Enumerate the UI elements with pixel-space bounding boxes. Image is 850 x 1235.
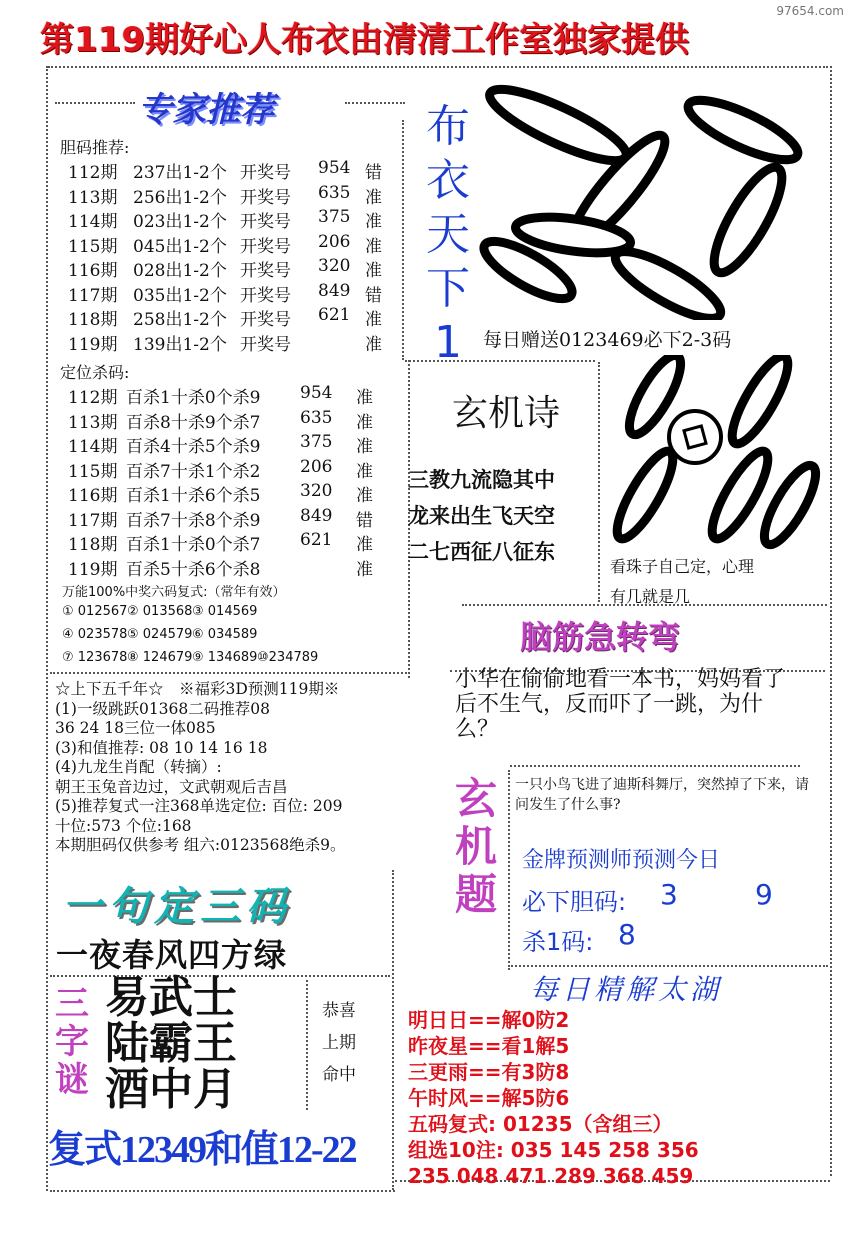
kill-verdict: 准 bbox=[356, 437, 373, 457]
kill-pick: 百杀1十杀0个杀7 bbox=[126, 535, 261, 555]
dan-pick: 256出1-2个 bbox=[133, 187, 227, 208]
kill-result: 849 bbox=[300, 505, 333, 526]
divider bbox=[392, 870, 394, 1190]
riddle-side-char: 题 bbox=[455, 870, 498, 919]
gold-predictor-title: 金牌预测师预测今日 bbox=[522, 848, 721, 873]
kill-period: 114期 bbox=[68, 437, 118, 457]
forecast-line: 36 24 18三位一体085 bbox=[55, 719, 216, 737]
divider bbox=[345, 102, 405, 104]
divider bbox=[508, 770, 510, 970]
divider bbox=[50, 1190, 395, 1192]
riddle-word: 易武士 bbox=[105, 972, 237, 1023]
must-dan-value-1: 3 bbox=[660, 878, 678, 911]
riddle-word: 陆霸王 bbox=[105, 1018, 237, 1069]
six-code-item: ④ 023578 bbox=[62, 627, 128, 642]
kill-pick: 百杀7十杀1个杀2 bbox=[126, 461, 261, 482]
six-code-item: ⑤ 024579 bbox=[127, 627, 193, 642]
dan-table bbox=[68, 158, 398, 358]
taihu-line: 235 048 471 289 368 459 bbox=[408, 1164, 694, 1188]
dan-period: 115期 bbox=[68, 236, 118, 257]
must-dan-label: 必下胆码: bbox=[522, 888, 627, 916]
dan-period: 114期 bbox=[68, 212, 118, 232]
dan-tag: 开奖号 bbox=[240, 261, 291, 281]
divider bbox=[46, 66, 48, 1191]
kill-verdict: 准 bbox=[356, 535, 373, 555]
kill-result: 621 bbox=[300, 530, 333, 550]
combo-sum-line: 复式12349和值12-22 bbox=[48, 1129, 356, 1171]
kill-one-label: 杀1码: bbox=[522, 928, 594, 956]
forecast-block bbox=[55, 680, 415, 856]
buyi-char: 布 bbox=[426, 101, 470, 152]
poem-note-line: 看珠子自己定，心理 bbox=[610, 557, 755, 576]
dan-period: 117期 bbox=[68, 285, 118, 306]
dan-result: 206 bbox=[318, 231, 351, 252]
brain-teaser-heading: 脑筋急转弯 bbox=[520, 618, 681, 656]
riddle-word: 酒中月 bbox=[105, 1064, 237, 1115]
kill-verdict: 准 bbox=[356, 412, 373, 433]
buyi-char: 下 bbox=[426, 263, 470, 314]
dan-verdict: 准 bbox=[365, 187, 382, 208]
six-code-item: ③ 014569 bbox=[192, 604, 258, 619]
taihu-line: 昨夜星==看1解5 bbox=[408, 1034, 570, 1058]
riddle-label-char: 三 bbox=[55, 984, 89, 1024]
congrats-line: 命中 bbox=[322, 1065, 356, 1085]
kill-verdict: 准 bbox=[356, 486, 373, 506]
site-watermark: 97654.com bbox=[776, 4, 844, 18]
dan-verdict: 准 bbox=[365, 261, 382, 281]
dan-result: 849 bbox=[318, 280, 351, 301]
buyi-vertical-title bbox=[418, 100, 478, 370]
divider bbox=[830, 66, 832, 1176]
kill-verdict: 准 bbox=[356, 388, 373, 408]
taihu-line: 午时风==解5防6 bbox=[408, 1086, 570, 1110]
dan-verdict: 准 bbox=[365, 212, 382, 232]
taihu-line: 三更雨==有3防8 bbox=[408, 1060, 570, 1084]
divider bbox=[55, 102, 135, 104]
dan-tag: 开奖号 bbox=[240, 212, 291, 232]
dan-tag: 开奖号 bbox=[240, 163, 291, 183]
buyi-char: 天 bbox=[426, 209, 470, 260]
three-code-phrase: 一夜春风四方绿 bbox=[56, 936, 288, 974]
dan-tag: 开奖号 bbox=[240, 187, 291, 208]
forecast-line: 本期胆码仅供参考 组六:0123568绝杀9。 bbox=[55, 836, 346, 854]
divider bbox=[402, 120, 404, 360]
taihu-line: 明日日==解0防2 bbox=[408, 1008, 570, 1032]
must-dan-value-2: 9 bbox=[755, 878, 773, 911]
kill-section-label: 定位杀码: bbox=[60, 363, 130, 382]
buyi-char: 衣 bbox=[426, 155, 470, 206]
dan-pick: 139出1-2个 bbox=[133, 334, 227, 355]
six-code-item: ⑩234789 bbox=[257, 650, 319, 665]
kill-result: 635 bbox=[300, 407, 333, 428]
riddle-side-char: 机 bbox=[455, 822, 498, 871]
kill-verdict: 准 bbox=[356, 559, 373, 580]
dan-pick: 258出1-2个 bbox=[133, 310, 227, 330]
forecast-line: (1)一级跳跃01368二码推荐08 bbox=[55, 699, 270, 718]
daily-gift-line: 每日赠送0123469必下2-3码 bbox=[483, 329, 732, 351]
dan-period: 116期 bbox=[68, 261, 118, 281]
kill-one-value: 8 bbox=[618, 918, 636, 951]
kill-table bbox=[68, 383, 398, 583]
kill-period: 116期 bbox=[68, 486, 118, 506]
dan-verdict: 准 bbox=[365, 310, 382, 330]
expert-heading: 专家推荐 bbox=[138, 90, 274, 130]
divider bbox=[510, 765, 800, 767]
congrats-note bbox=[322, 995, 356, 1091]
kill-verdict: 错 bbox=[356, 510, 373, 531]
dan-verdict: 错 bbox=[365, 285, 382, 306]
taihu-line: 组选10注: 035 145 258 356 bbox=[408, 1138, 699, 1162]
dan-section-label: 胆码推荐: bbox=[60, 138, 130, 157]
poem-title: 玄机诗 bbox=[452, 393, 561, 434]
dan-tag: 开奖号 bbox=[240, 310, 291, 330]
kill-result: 375 bbox=[300, 432, 333, 452]
dan-verdict: 准 bbox=[365, 334, 382, 355]
poem-line: 三教九流隐其中 bbox=[408, 468, 555, 492]
kill-pick: 百杀5十杀6个杀8 bbox=[126, 559, 261, 580]
three-char-riddle-label bbox=[55, 985, 95, 1099]
forecast-line: (5)推荐复式一注368单选定位: 百位: 209 bbox=[55, 797, 343, 815]
riddle-label-char: 谜 bbox=[55, 1060, 89, 1100]
dan-pick: 028出1-2个 bbox=[133, 261, 227, 281]
kill-period: 115期 bbox=[68, 461, 118, 482]
kill-result: 320 bbox=[300, 481, 333, 501]
kill-pick: 百杀4十杀5个杀9 bbox=[126, 437, 261, 457]
kill-result: 206 bbox=[300, 456, 333, 477]
kill-pick: 百杀1十杀6个杀5 bbox=[126, 486, 261, 506]
brain-teaser-question: 小华在偷偷地看一本书，妈妈看了后不生气，反而吓了一跳，为什么？ bbox=[455, 667, 786, 742]
page-title: 第119期好心人布衣由清清工作室独家提供 bbox=[40, 20, 689, 60]
three-code-heading: 一句定三码 bbox=[62, 884, 292, 930]
dan-tag: 开奖号 bbox=[240, 236, 291, 257]
congrats-line: 上期 bbox=[322, 1033, 356, 1053]
congrats-line: 恭喜 bbox=[322, 1001, 356, 1021]
dan-result: 621 bbox=[318, 305, 351, 325]
dan-pick: 237出1-2个 bbox=[133, 163, 227, 183]
six-code-label: 万能100%中奖六码复式:（常年有效） bbox=[62, 585, 286, 600]
kill-period: 119期 bbox=[68, 559, 118, 580]
taihu-lines bbox=[408, 1007, 699, 1189]
kill-period: 117期 bbox=[68, 510, 118, 531]
taihu-line: 五码复式: 01235（含组三） bbox=[408, 1112, 673, 1136]
dan-verdict: 错 bbox=[365, 163, 382, 183]
forecast-line: (4)九龙生肖配（转摘）: bbox=[55, 758, 222, 776]
riddle-label-char: 字 bbox=[55, 1022, 89, 1062]
dan-result: 320 bbox=[318, 256, 351, 276]
six-code-item: ① 012567 bbox=[62, 604, 128, 619]
dan-verdict: 准 bbox=[365, 236, 382, 257]
riddle-words bbox=[105, 972, 237, 1115]
dan-result: 375 bbox=[318, 207, 351, 227]
kill-period: 112期 bbox=[68, 388, 118, 408]
dan-result: 954 bbox=[318, 158, 351, 178]
kill-pick: 百杀7十杀8个杀9 bbox=[126, 510, 261, 531]
six-code-item: ② 013568 bbox=[127, 604, 193, 619]
dan-tag: 开奖号 bbox=[240, 285, 291, 306]
kill-period: 113期 bbox=[68, 412, 118, 433]
bead-puzzle-image-top bbox=[478, 70, 828, 320]
dan-period: 113期 bbox=[68, 187, 118, 208]
forecast-line: 十位:573 个位:168 bbox=[55, 816, 192, 835]
coin-beads-image bbox=[600, 355, 825, 555]
dan-pick: 045出1-2个 bbox=[133, 236, 227, 257]
dan-pick: 023出1-2个 bbox=[133, 212, 227, 232]
dan-result: 635 bbox=[318, 182, 351, 203]
kill-period: 118期 bbox=[68, 535, 118, 555]
dan-tag: 开奖号 bbox=[240, 334, 291, 355]
divider bbox=[508, 965, 828, 967]
taihu-heading: 每日精解太湖 bbox=[530, 973, 723, 1006]
kill-verdict: 准 bbox=[356, 461, 373, 482]
poem-note bbox=[610, 552, 754, 612]
dan-period: 119期 bbox=[68, 334, 118, 355]
six-code-item: ⑧ 124679 bbox=[127, 650, 193, 665]
poem-lines bbox=[408, 462, 555, 570]
six-code-table bbox=[62, 604, 402, 674]
dan-period: 118期 bbox=[68, 310, 118, 330]
dan-pick: 035出1-2个 bbox=[133, 285, 227, 306]
six-code-item: ⑨ 134689 bbox=[192, 650, 258, 665]
six-code-item: ⑥ 034589 bbox=[192, 627, 258, 642]
poem-line: 二七西征八征东 bbox=[408, 540, 555, 564]
six-code-item: ⑦ 123678 bbox=[62, 650, 128, 665]
poem-line: 龙来出生飞天空 bbox=[408, 504, 555, 528]
kill-result: 954 bbox=[300, 383, 333, 403]
buyi-char: 1 bbox=[434, 317, 462, 368]
riddle-question: 一只小鸟飞进了迪斯科舞厅，突然掉了下来，请问发生了什么事? bbox=[515, 777, 809, 813]
divider bbox=[48, 66, 828, 68]
poem-note-line: 有几就是几 bbox=[610, 587, 691, 606]
forecast-line: 朝王玉兔音边过，文武朝观后吉昌 bbox=[55, 777, 288, 796]
riddle-side-label bbox=[455, 775, 505, 919]
riddle-side-char: 玄 bbox=[455, 774, 498, 823]
forecast-line: (3)和值推荐: 08 10 14 16 18 bbox=[55, 738, 268, 757]
kill-pick: 百杀8十杀9个杀7 bbox=[126, 412, 261, 433]
kill-pick: 百杀1十杀0个杀9 bbox=[126, 388, 261, 408]
forecast-line: ☆上下五千年☆ ※福彩3D预测119期※ bbox=[55, 680, 340, 698]
divider bbox=[306, 980, 308, 1110]
dan-period: 112期 bbox=[68, 163, 118, 183]
